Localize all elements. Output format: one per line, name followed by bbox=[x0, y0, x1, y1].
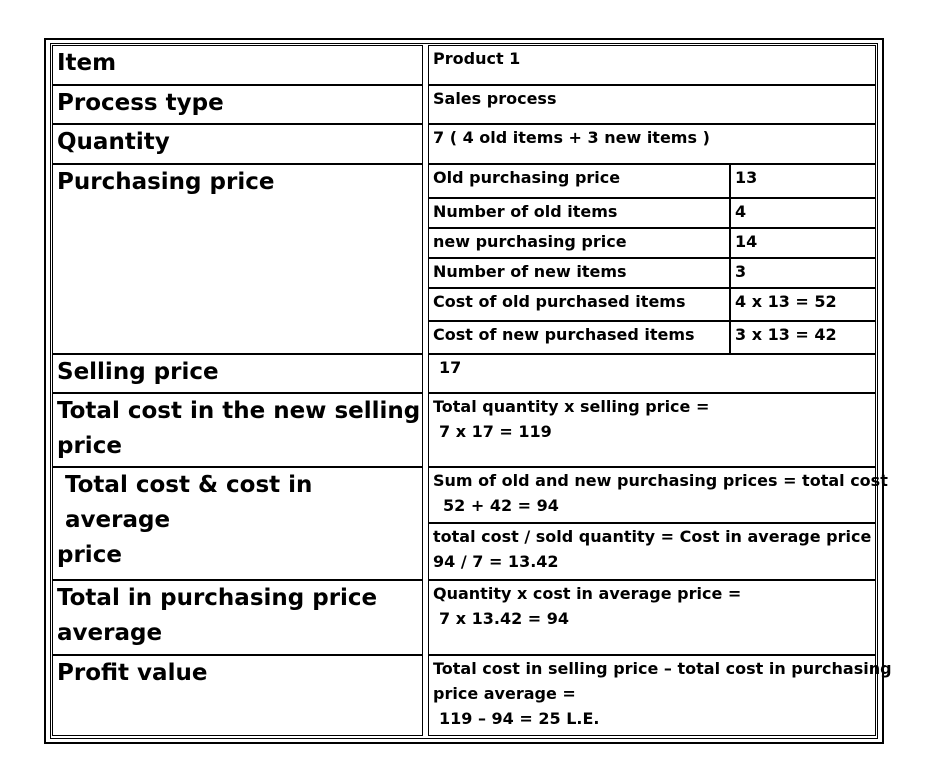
value-item: Product 1 bbox=[428, 45, 876, 85]
value-line: total cost / sold quantity = Cost in average price bbox=[433, 527, 872, 546]
sub-key-number-new-items: Number of new items bbox=[428, 258, 730, 288]
label-profit-value: Profit value bbox=[52, 655, 423, 736]
label-total-cost-average bbox=[52, 467, 423, 580]
value-profit bbox=[428, 655, 892, 736]
sub-value-cost-new-purchased: 3 x 13 = 42 bbox=[730, 321, 876, 354]
label-selling-price: Selling price bbox=[52, 354, 423, 393]
sub-value-new-purchasing-price: 14 bbox=[730, 228, 876, 258]
value-line: Sum of old and new purchasing prices = total cost bbox=[433, 471, 888, 490]
label-line: Total cost & cost in average bbox=[65, 472, 313, 533]
sub-value-number-new-items: 3 bbox=[730, 258, 876, 288]
value-total-cost-sum bbox=[428, 467, 888, 523]
value-line: 119 – 94 = 25 L.E. bbox=[439, 709, 600, 728]
value-line: 7 x 13.42 = 94 bbox=[439, 609, 570, 628]
label-total-purchasing-average bbox=[52, 580, 423, 655]
value-quantity: 7 ( 4 old items + 3 new items ) bbox=[428, 124, 876, 164]
value-line: 7 x 17 = 119 bbox=[439, 422, 552, 441]
value-cost-average-price bbox=[428, 523, 876, 580]
label-line: Total in purchasing price bbox=[57, 585, 378, 611]
sub-key-old-purchasing-price: Old purchasing price bbox=[428, 164, 730, 198]
label-line: price bbox=[57, 433, 122, 459]
value-process-type: Sales process bbox=[428, 85, 876, 124]
label-line: price bbox=[57, 542, 122, 568]
value-line: Total quantity x selling price = bbox=[433, 397, 710, 416]
sub-value-old-purchasing-price: 13 bbox=[730, 164, 876, 198]
sub-key-cost-old-purchased: Cost of old purchased items bbox=[428, 288, 730, 321]
sub-value-number-old-items: 4 bbox=[730, 198, 876, 228]
label-purchasing-price: Purchasing price bbox=[52, 164, 423, 354]
sub-key-cost-new-purchased: Cost of new purchased items bbox=[428, 321, 730, 354]
value-line: Quantity x cost in average price = bbox=[433, 584, 742, 603]
value-line: Total cost in selling price – total cost in purchasing bbox=[433, 659, 892, 678]
label-line: Total cost in the new selling bbox=[57, 398, 421, 424]
label-process-type: Process type bbox=[52, 85, 423, 124]
sub-key-new-purchasing-price: new purchasing price bbox=[428, 228, 730, 258]
sub-key-number-old-items: Number of old items bbox=[428, 198, 730, 228]
value-total-purchasing-average bbox=[428, 580, 876, 655]
value-line: price average = bbox=[433, 684, 576, 703]
label-line: average bbox=[57, 620, 163, 646]
value-line: 94 / 7 = 13.42 bbox=[433, 552, 559, 571]
sub-value-cost-old-purchased: 4 x 13 = 52 bbox=[730, 288, 876, 321]
value-total-cost-new-selling bbox=[428, 393, 876, 467]
value-line: 52 + 42 = 94 bbox=[443, 496, 559, 515]
value-selling-price: 17 bbox=[428, 354, 876, 393]
label-total-cost-new-selling bbox=[52, 393, 423, 467]
label-item: Item bbox=[52, 45, 423, 85]
label-quantity: Quantity bbox=[52, 124, 423, 164]
